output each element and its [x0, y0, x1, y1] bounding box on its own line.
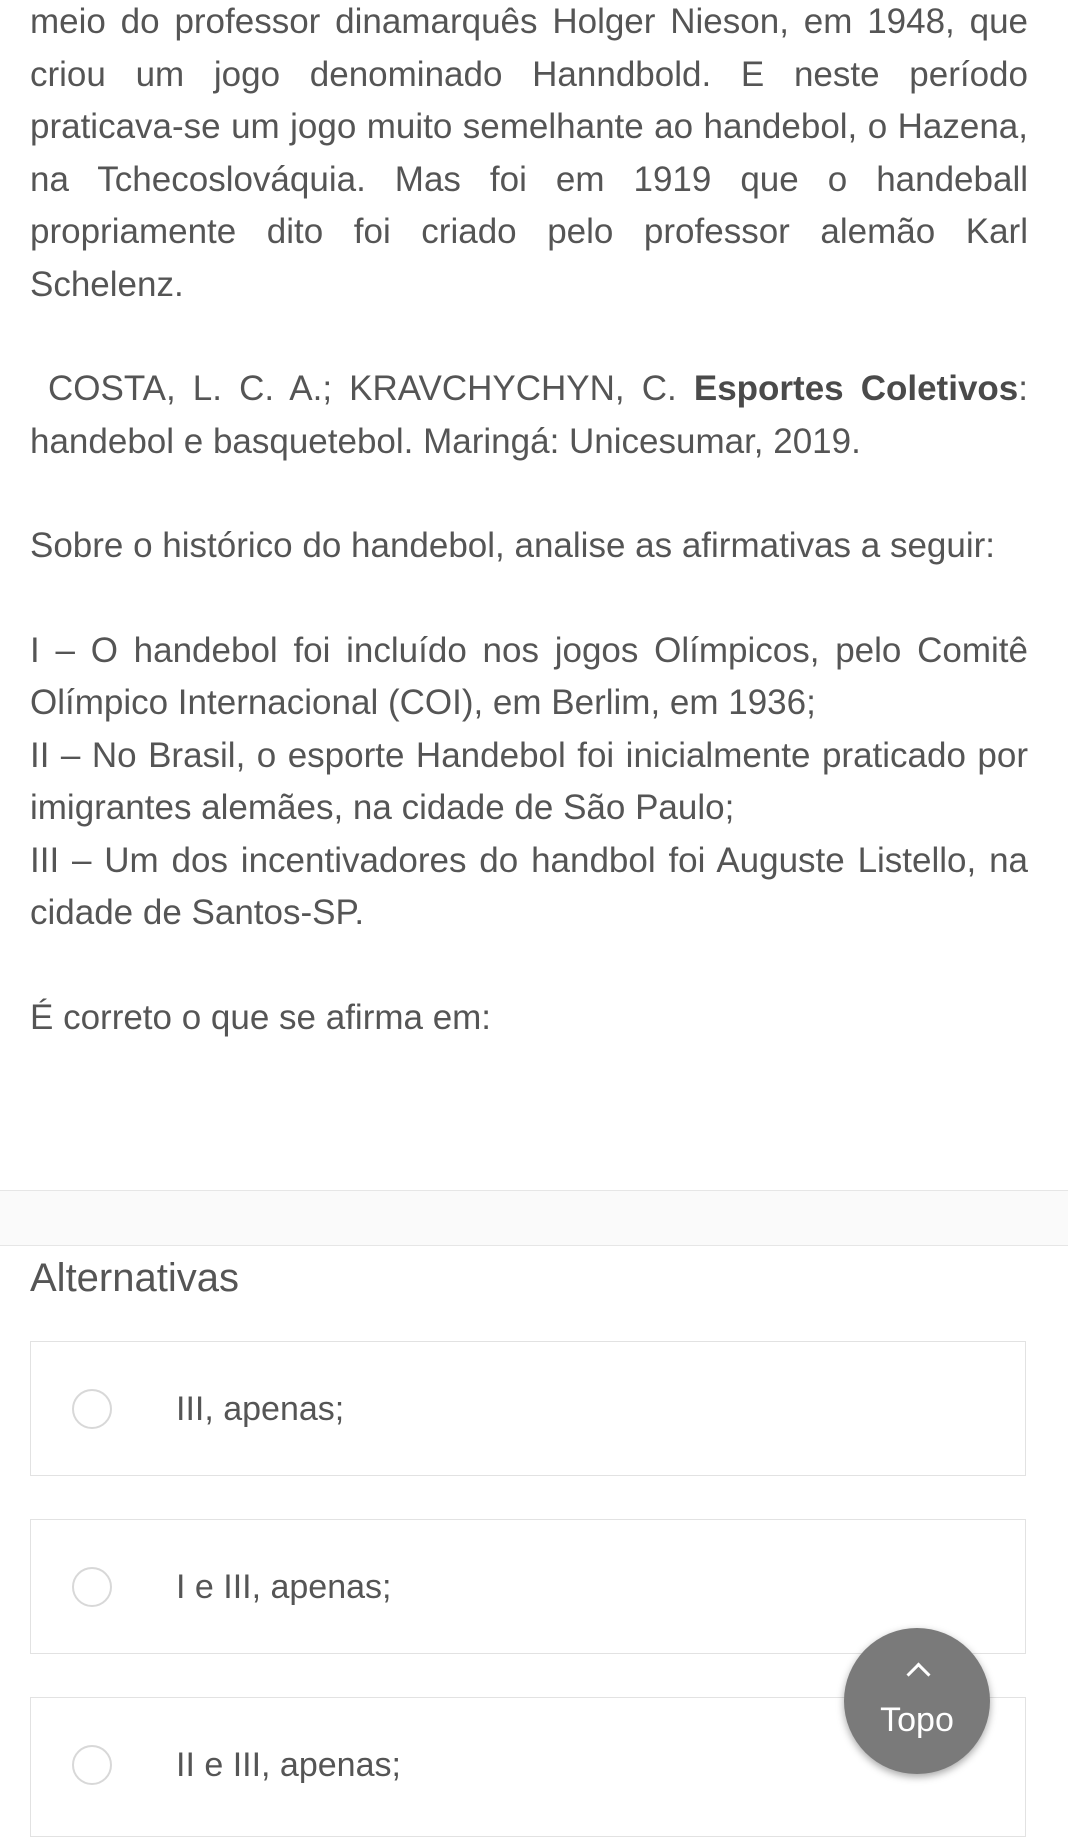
question-ask: É correto o que se afirma em:: [30, 997, 492, 1037]
alternatives-heading: Alternativas: [30, 1256, 239, 1300]
option-label: II e III, apenas;: [176, 1746, 401, 1784]
reference-authors: COSTA, L. C. A.; KRAVCHYCHYN, C.: [48, 369, 694, 408]
statement-3: III – Um dos incentivadores do handbol foi Auguste Listello, na cidade de Santos-SP.: [30, 840, 1028, 932]
radio-button[interactable]: [72, 1745, 112, 1785]
scroll-to-top-button[interactable]: [844, 1628, 990, 1774]
reference-title: Esportes Coletivos: [693, 369, 1019, 408]
reference-details: : handebol e basquetebol. Maringá: Unicesumar, 2019.: [30, 369, 1028, 461]
radio-button[interactable]: [72, 1567, 112, 1607]
radio-button[interactable]: [72, 1389, 112, 1429]
alternative-option-2[interactable]: [30, 1519, 1026, 1654]
topo-label: Topo: [880, 1701, 954, 1739]
question-content: [30, 0, 1028, 1044]
reference-citation: [30, 363, 1028, 468]
option-label: III, apenas;: [176, 1390, 345, 1428]
statement-1: I – O handebol foi incluído nos jogos Olímpicos, pelo Comitê Olímpico Internacional (COI), em Berlim, em 1936;: [30, 630, 1028, 722]
statement-2: II – No Brasil, o esporte Handebol foi inicialmente praticado por imigrantes alemães, na cidade de São Paulo;: [30, 735, 1028, 827]
question-prompt: Sobre o histórico do handebol, analise as afirmativas a seguir:: [30, 526, 995, 565]
chevron-up-icon: [906, 1662, 930, 1686]
section-divider: [0, 1190, 1068, 1246]
context-paragraph: meio do professor dinamarquês Holger Nieson, em 1948, que criou um jogo denominado Hanndbold. E neste período praticava-se um jogo muito semelhante ao handebol, o Hazena, na Tchecoslováquia. Mas foi em 1919 que o handeball propriamente dito foi criado pelo professor alemão Karl Schelenz.: [30, 2, 1028, 304]
option-label: I e III, apenas;: [176, 1568, 392, 1606]
alternative-option-1[interactable]: [30, 1341, 1026, 1476]
